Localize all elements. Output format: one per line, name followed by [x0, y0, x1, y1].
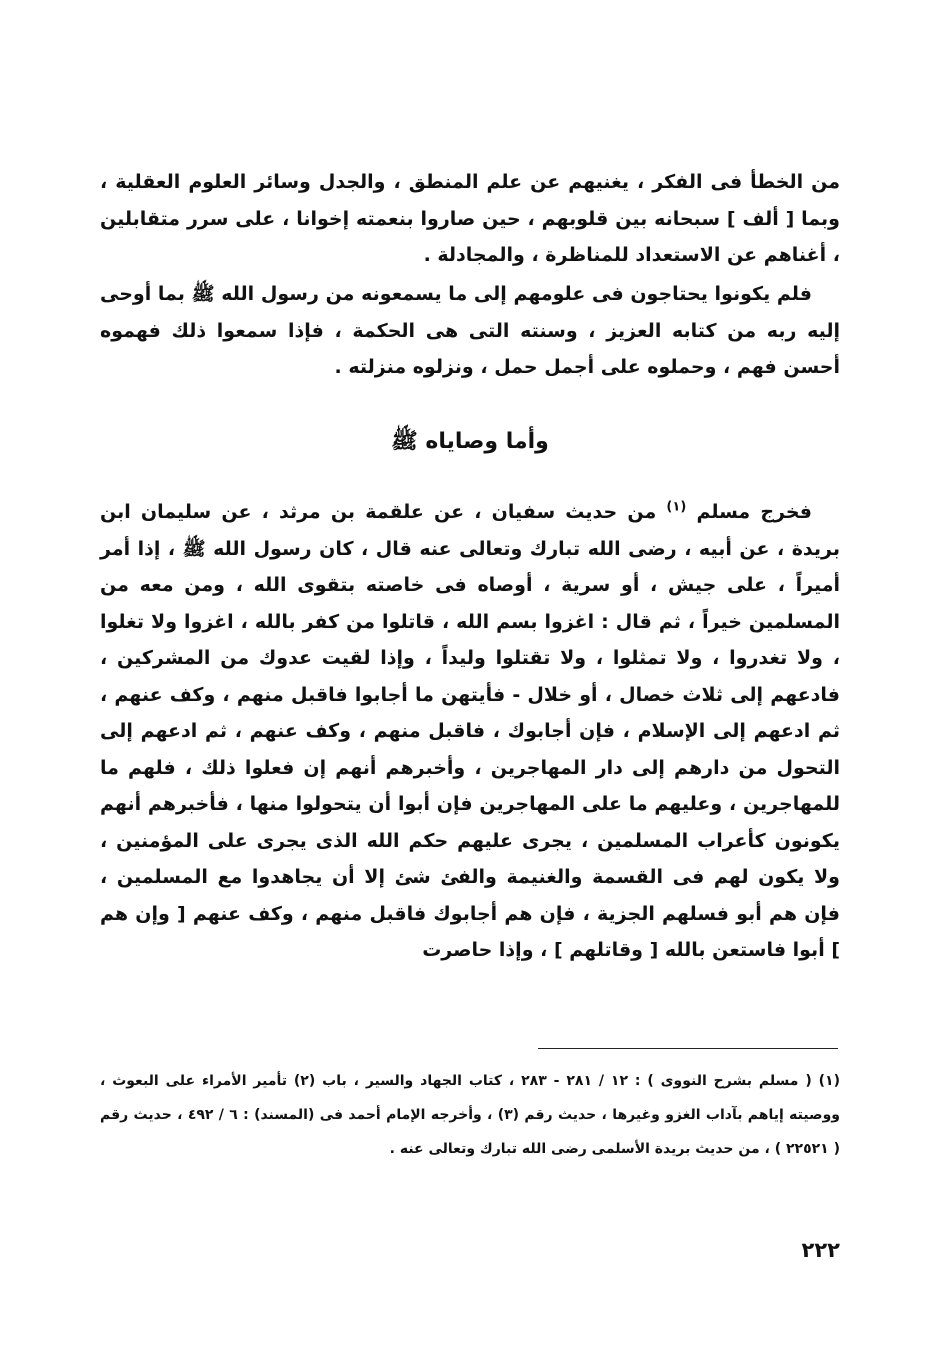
body-text-section [100, 494, 840, 969]
page-number: ٢٢٢ [801, 1238, 840, 1262]
paragraph-2: فلم يكونوا يحتاجون فى علومهم إلى ما يسمعونه من رسول الله ﷺ بما أوحى إليه ربه من كتابه العزيز ، وسنته التى هى الحكمة ، فإذا سمعوا ذلك فهموه أحسن فهم ، وحملوه على أجمل حمل ، ونزلوه منزلته . [100, 283, 840, 378]
body-text-top [100, 164, 840, 274]
footnote-reference: (١) [666, 499, 687, 515]
paragraph-1: من الخطأ فى الفكر ، يغنيهم عن علم المنطق ، والجدل وسائر العلوم العقلية ، وبما [ ألف ] سبحانه بين قلوبهم ، حين صاروا بنعمته إخوانا ، على سرر متقابلين ، أغناهم عن الاستعداد للمناظرة ، والمجادلة . [100, 171, 840, 266]
footnotes [100, 1064, 840, 1166]
section-paragraph-start: فخرج مسلم [696, 501, 812, 523]
body-text-middle [100, 276, 840, 386]
footnote-1: (١) ( مسلم بشرح النووى ) : ١٢ / ٢٨١ - ٢٨٣ ، كتاب الجهاد والسير ، باب (٢) تأمير الأمراء على البعوث ، ووصيته إياهم بآداب الغزو وغيرها ، حديث رقم (٣) ، وأخرجه الإمام أحمد فى (المسند) : ٦ / ٤٩٢ ، حديث رقم ( ٢٢٥٢١ ) ، من حديث بريدة الأسلمى رضى الله تبارك وتعالى عنه . [100, 1073, 840, 1157]
footnote-divider [538, 1048, 838, 1049]
section-paragraph-rest: من حديث سفيان ، عن علقمة بن مرثد ، عن سليمان ابن بريدة ، عن أبيه ، رضى الله تبارك وتعالى عنه قال ، كان رسول الله ﷺ ، إذا أمر أميراً ، على جيش ، أو سرية ، أوصاه فى خاصته بتقوى الله ، ومن معه من المسلمين خيراً ، ثم قال : اغزوا بسم الله ، قاتلوا من كفر بالله ، اغزوا ولا تغلوا ، ولا تغدروا ، ولا تمثلوا ، ولا تقتلوا وليداً ، وإذا لقيت عدوك من المشركين ، فادعهم إلى ثلاث خصال ، أو خلال - فأيتهن ما أجابوا فاقبل منهم ، وكف عنهم ، ثم ادعهم إلى الإسلام ، فإن أجابوك ، فاقبل منهم ، وكف عنهم ، ثم ادعهم إلى التحول من دارهم إلى دار المهاجرين ، وأخبرهم أنهم إن فعلوا ذلك ، فلهم ما للمهاجرين ، وعليهم ما على المهاجرين فإن أبوا أن يتحولوا منها ، فأخبرهم أنهم يكونون كأعراب المسلمين ، يجرى عليهم حكم الله الذى يجرى على المؤمنين ، ولا يكون لهم فى القسمة والغنيمة والفئ شئ إلا أن يجاهدوا مع المسلمين ، فإن هم أبو فسلهم الجزية ، فإن هم أجابوك فاقبل منهم ، وكف عنهم [ وإن هم ] أبوا فاستعن بالله [ وقاتلهم ] ، وإذا حاصرت [100, 501, 840, 961]
section-heading: وأما وصاياه ﷺ [391, 429, 549, 454]
section-paragraph [100, 494, 840, 969]
